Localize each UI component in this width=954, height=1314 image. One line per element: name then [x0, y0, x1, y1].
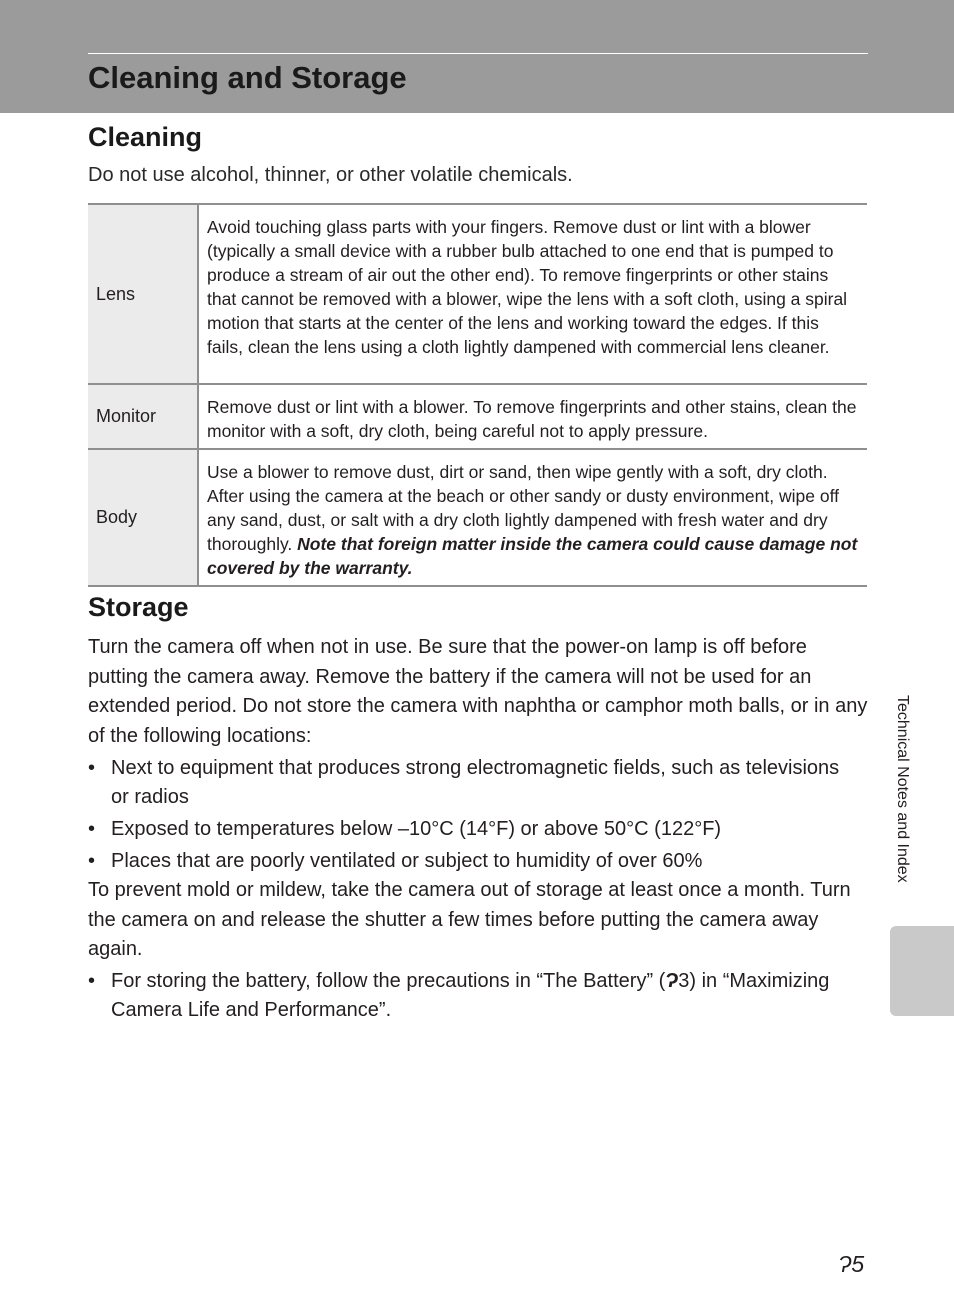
battery-note-after: ) in “Maximizing Camera Life and Performance”. — [111, 970, 830, 1021]
row-label: Body — [88, 449, 198, 586]
mold-prevention-text: To prevent mold or mildew, take the camera out of storage at least once a month. Turn the camera on and release the shutter a few times before putting the camera away again. — [88, 879, 851, 960]
list-item: • Next to equipment that produces strong electromagnetic fields, such as televisions or radios — [88, 754, 848, 812]
page-number-value: 5 — [851, 1251, 865, 1277]
header-rule — [88, 53, 868, 54]
body-care-text: Use a blower to remove dust, dirt or sand, then wipe gently with a soft, dry cloth. After using the camera at the beach or other sandy or dusty environment, wipe off any sand, dust, or salt with a dry cloth lightly dampened with fresh water and dry thoroughly. — [207, 462, 839, 554]
cleaning-heading: Cleaning — [88, 122, 203, 152]
storage-locations-list — [88, 754, 848, 879]
row-label: Monitor — [88, 384, 198, 449]
side-section-tab[interactable] — [890, 926, 954, 1016]
list-item — [88, 967, 848, 1025]
battery-note-list — [88, 967, 848, 1028]
row-text: Remove dust or lint with a blower. To remove fingerprints and other stains, clean the monitor with a soft, dry cloth, being careful not to apply pressure. — [198, 384, 867, 449]
row-label: Lens — [88, 204, 198, 384]
storage-heading: Storage — [88, 592, 189, 622]
row-text — [198, 449, 867, 586]
page-header — [0, 0, 954, 113]
cleaning-table — [88, 203, 867, 587]
battery-note-before: For storing the battery, follow the precautions in “The Battery” ( — [111, 970, 666, 992]
warranty-warning: Note that foreign matter inside the camera could cause damage not covered by the warranty. — [207, 534, 858, 578]
battery-ref-page[interactable]: 3 — [678, 970, 690, 992]
table-row — [88, 204, 867, 384]
row-text: Avoid touching glass parts with your fingers. Remove dust or lint with a blower (typically a small device with a rubber bulb attached to one end that is pumped to produce a stream of air out the other end). To remove fingerprints or other stains that cannot be removed with a blower, wipe the lens with a soft cloth, using a spiral motion that starts at the center of the lens and working toward the edges. If this fails, clean the lens using a cloth lightly dampened with commercial lens cleaner. — [198, 204, 867, 384]
page-title: Cleaning and Storage — [88, 60, 407, 95]
wrench-page-ref-icon: Ɂ — [838, 1251, 852, 1277]
list-item: • Exposed to temperatures below –10°C (14°F) or above 50°C (122°F) — [88, 815, 848, 844]
table-row — [88, 449, 867, 586]
cleaning-intro: Do not use alcohol, thinner, or other volatile chemicals. — [88, 164, 573, 186]
wrench-page-ref-icon: Ɂ — [665, 970, 679, 992]
side-section-label: Technical Notes and Index — [894, 695, 911, 883]
table-row — [88, 384, 867, 449]
storage-intro: Turn the camera off when not in use. Be sure that the power-on lamp is off before putting the camera away. Remove the battery if the camera will not be used for an extended period. Do not store the camera with naphtha or camphor moth balls, or in any of the following locations: — [88, 636, 868, 747]
page-number — [838, 1251, 864, 1278]
list-item: • Places that are poorly ventilated or subject to humidity of over 60% — [88, 847, 848, 876]
